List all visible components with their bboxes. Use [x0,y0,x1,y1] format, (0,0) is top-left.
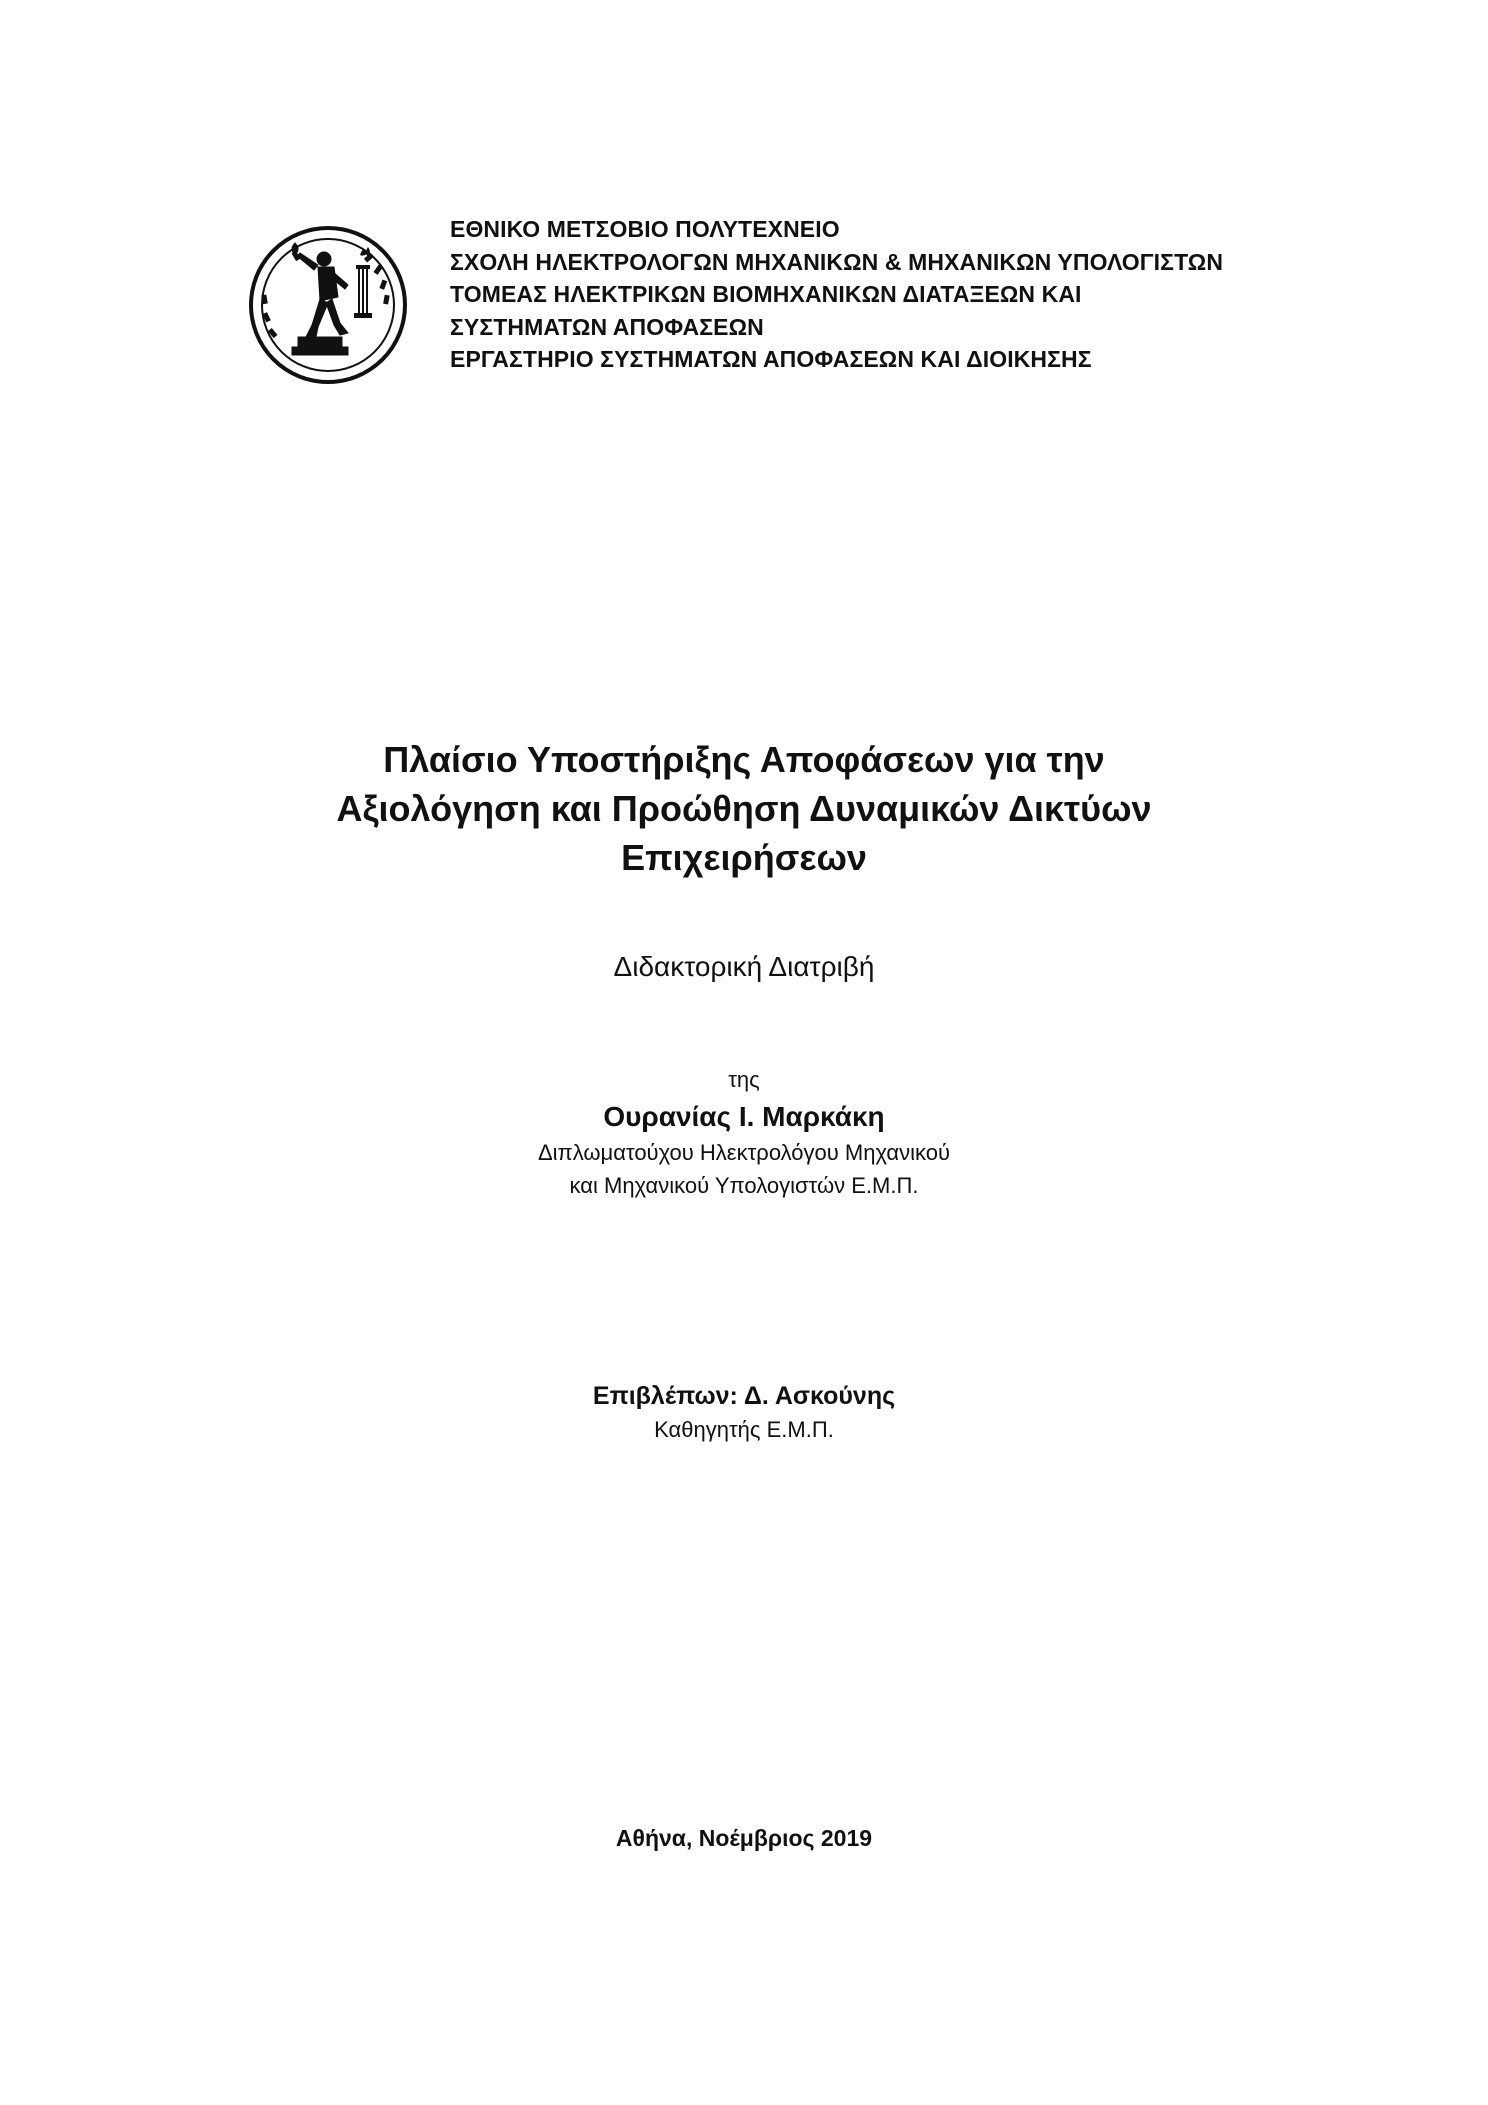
supervisor-block [0,1378,1488,1446]
thesis-title [0,735,1488,882]
place-date: Αθήνα, Νοέμβριος 2019 [615,1825,873,1851]
ntua-seal-icon [248,225,408,385]
by-label: της [728,1067,760,1092]
thesis-title-line2: Αξιολόγηση και Προώθηση Δυναμικών Δικτύων [336,788,1152,829]
laboratory-name: ΕΡΓΑΣΤΗΡΙΟ ΣΥΣΤΗΜΑΤΩΝ ΑΠΟΦΑΣΕΩΝ ΚΑΙ ΔΙΟΙΚΗΣΗΣ [450,346,1092,372]
author-degree-line1: Διπλωματούχου Ηλεκτρολόγου Μηχανικού [537,1140,951,1165]
author-degree-line2: και Μηχανικού Υπολογιστών Ε.Μ.Π. [569,1173,919,1198]
division-name-line1: ΤΟΜΕΑΣ ΗΛΕΚΤΡΙΚΩΝ ΒΙΟΜΗΧΑΝΙΚΩΝ ΔΙΑΤΑΞΕΩΝ ΚΑΙ [450,281,1082,307]
thesis-title-line3: Επιχειρήσεων [621,837,867,878]
document-type: Διδακτορική Διατριβή [613,951,875,982]
thesis-title-line1: Πλαίσιο Υποστήριξης Αποφάσεων για την [383,739,1105,780]
author-name: Ουρανίας Ι. Μαρκάκη [603,1101,885,1132]
institution-lines [450,213,1330,376]
supervisor-name: Επιβλέπων: Δ. Ασκούνης [592,1382,896,1410]
supervisor-title: Καθηγητής Ε.Μ.Π. [654,1417,834,1442]
author-block [0,1066,1488,1202]
institution-header [248,213,1348,388]
university-name: ΕΘΝΙΚΟ ΜΕΤΣΟΒΙΟ ΠΟΛΥΤΕΧΝΕΙΟ [450,216,840,242]
school-name: ΣΧΟΛΗ ΗΛΕΚΤΡΟΛΟΓΩΝ ΜΗΧΑΝΙΚΩΝ & ΜΗΧΑΝΙΚΩΝ ΥΠΟΛΟΓΙΣΤΩΝ [450,248,1224,275]
division-name-line2: ΣΥΣΤΗΜΑΤΩΝ ΑΠΟΦΑΣΕΩΝ [450,313,764,340]
